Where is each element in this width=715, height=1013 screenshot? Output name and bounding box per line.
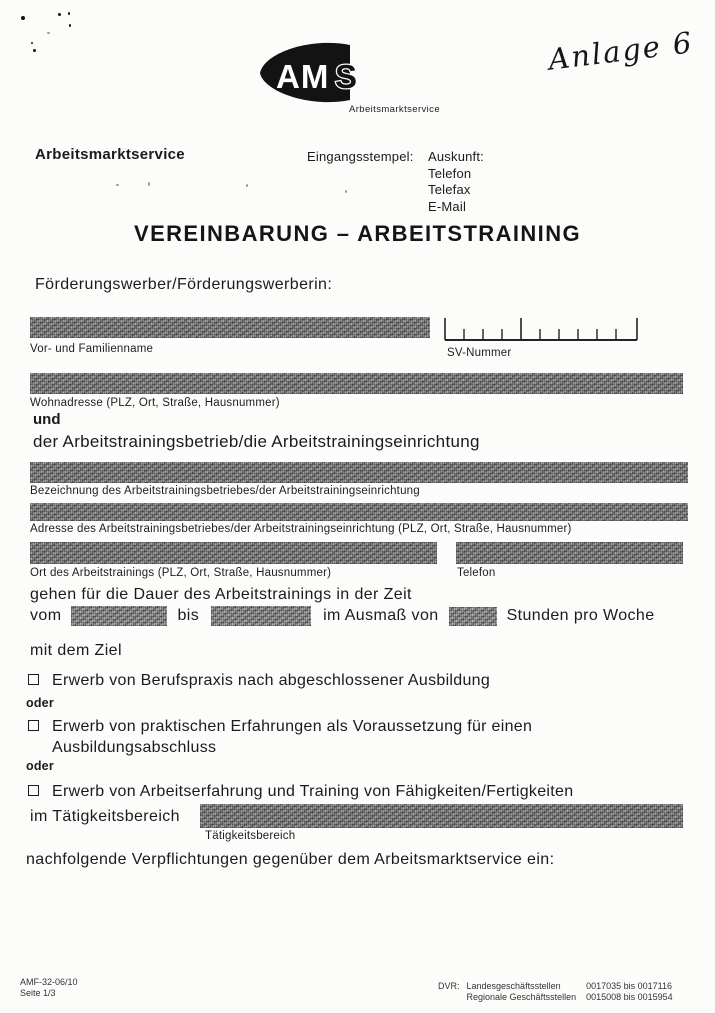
goal-option-1 [28, 670, 490, 691]
contact-telefax-label: Telefax [428, 182, 471, 197]
closing-text: nachfolgende Verpflichtungen gegenüber dem Arbeitsmarktservice ein: [26, 851, 555, 868]
name-field-redacted[interactable] [30, 317, 430, 338]
goal-1-checkbox[interactable] [28, 674, 39, 685]
ams-logo-s-text: S [335, 58, 358, 95]
dvr-office-names [467, 981, 577, 1002]
training-location-field-redacted[interactable] [30, 542, 437, 564]
phone-label: Telefon [457, 567, 496, 579]
contact-block [428, 149, 484, 215]
dvr-office-ranges [586, 981, 673, 1002]
provider-address-field-redacted[interactable] [30, 503, 688, 521]
contact-telefon-label: Telefon [428, 165, 472, 181]
footer-dvr-block [438, 981, 683, 1002]
sv-number-comb-field[interactable] [443, 315, 639, 343]
scan-speck [33, 49, 36, 52]
dvr-row-name: Landesgeschäftsstellen [466, 981, 561, 991]
goal-option-2 [28, 716, 544, 758]
activity-area-label: Tätigkeitsbereich [205, 830, 296, 842]
duration-row [30, 606, 655, 626]
dvr-row-range: 0015008 bis 0015954 [586, 991, 673, 1002]
area-prefix-text: im Tätigkeitsbereich [30, 808, 180, 825]
ams-logo-am-text: AM [276, 58, 330, 95]
scan-speck [58, 13, 61, 16]
footer-form-id [20, 977, 78, 998]
org-name-label: Arbeitsmarktservice [35, 146, 185, 163]
scan-speck [31, 42, 33, 44]
phone-field-redacted[interactable] [456, 542, 683, 564]
applicant-heading: Förderungswerber/Förderungswerberin: [35, 276, 333, 293]
dvr-row-range: 0017035 bis 0017116 [586, 981, 673, 991]
form-number: AMF-32-06/10 [20, 977, 78, 987]
scan-speck [116, 184, 119, 186]
home-address-label: Wohnadresse (PLZ, Ort, Straße, Hausnummer) [30, 397, 280, 409]
contact-email-label: E-Mail [428, 198, 467, 214]
handwritten-annotation: Anlage 6 [546, 25, 696, 77]
extent-label: im Ausmaß von [323, 607, 439, 624]
goal-option-3 [28, 781, 573, 802]
scan-speck [69, 24, 71, 27]
home-address-field-redacted[interactable] [30, 373, 683, 394]
contact-auskunft-label: Auskunft: [428, 149, 484, 164]
training-location-label: Ort des Arbeitstrainings (PLZ, Ort, Straße, Hausnummer) [30, 567, 332, 579]
goal-2-label: Erwerb von praktischen Erfahrungen als Voraussetzung für einen Ausbildungsabschluss [52, 718, 533, 756]
document-title: VEREINBARUNG – ARBEITSTRAINING [134, 221, 581, 246]
goal-3-checkbox[interactable] [28, 785, 39, 796]
oder-separator-2: oder [26, 759, 54, 773]
incoming-stamp-label: Eingangsstempel: [307, 149, 414, 164]
scan-speck [148, 182, 150, 186]
hours-per-week-label: Stunden pro Woche [506, 607, 655, 624]
ams-logo-graphic [252, 40, 380, 112]
scan-speck [246, 184, 248, 187]
vom-label: vom [30, 607, 62, 624]
scan-speck [345, 190, 347, 193]
goal-3-label: Erwerb von Arbeitserfahrung und Training von Fähigkeiten/Fertigkeiten [52, 783, 574, 800]
goal-1-label: Erwerb von Berufspraxis nach abgeschlossener Ausbildung [52, 672, 491, 689]
ams-logo-caption: Arbeitsmarktservice [349, 104, 441, 115]
provider-heading: der Arbeitstrainingsbetrieb/die Arbeitstrainingseinrichtung [33, 432, 480, 451]
und-connector-text: und [33, 411, 61, 428]
scan-speck [47, 32, 50, 34]
provider-address-label: Adresse des Arbeitstrainingsbetriebes/der Arbeitstrainingseinrichtung (PLZ, Ort, Straße, Hausnummer) [30, 523, 572, 535]
scan-speck [68, 12, 70, 15]
hours-field-redacted[interactable] [449, 607, 497, 626]
sv-number-label: SV-Nummer [447, 347, 512, 359]
provider-name-field-redacted[interactable] [30, 462, 688, 483]
dvr-row-name: Regionale Geschäftsstellen [466, 991, 577, 1002]
goal-intro-text: mit dem Ziel [30, 642, 122, 659]
page-number: Seite 1/3 [20, 987, 56, 998]
oder-separator-1: oder [26, 696, 54, 710]
dvr-label: DVR: [438, 981, 460, 991]
activity-area-field-redacted[interactable] [200, 804, 683, 828]
scan-speck [21, 16, 25, 20]
date-from-field-redacted[interactable] [71, 606, 167, 626]
name-field-label: Vor- und Familienname [30, 343, 154, 355]
provider-name-label: Bezeichnung des Arbeitstrainingsbetriebes/der Arbeitstrainingseinrichtung [30, 485, 420, 497]
date-to-field-redacted[interactable] [211, 606, 311, 626]
goal-2-checkbox[interactable] [28, 720, 39, 731]
duration-intro-text: gehen für die Dauer des Arbeitstrainings in der Zeit [30, 586, 412, 603]
bis-label: bis [177, 607, 200, 624]
